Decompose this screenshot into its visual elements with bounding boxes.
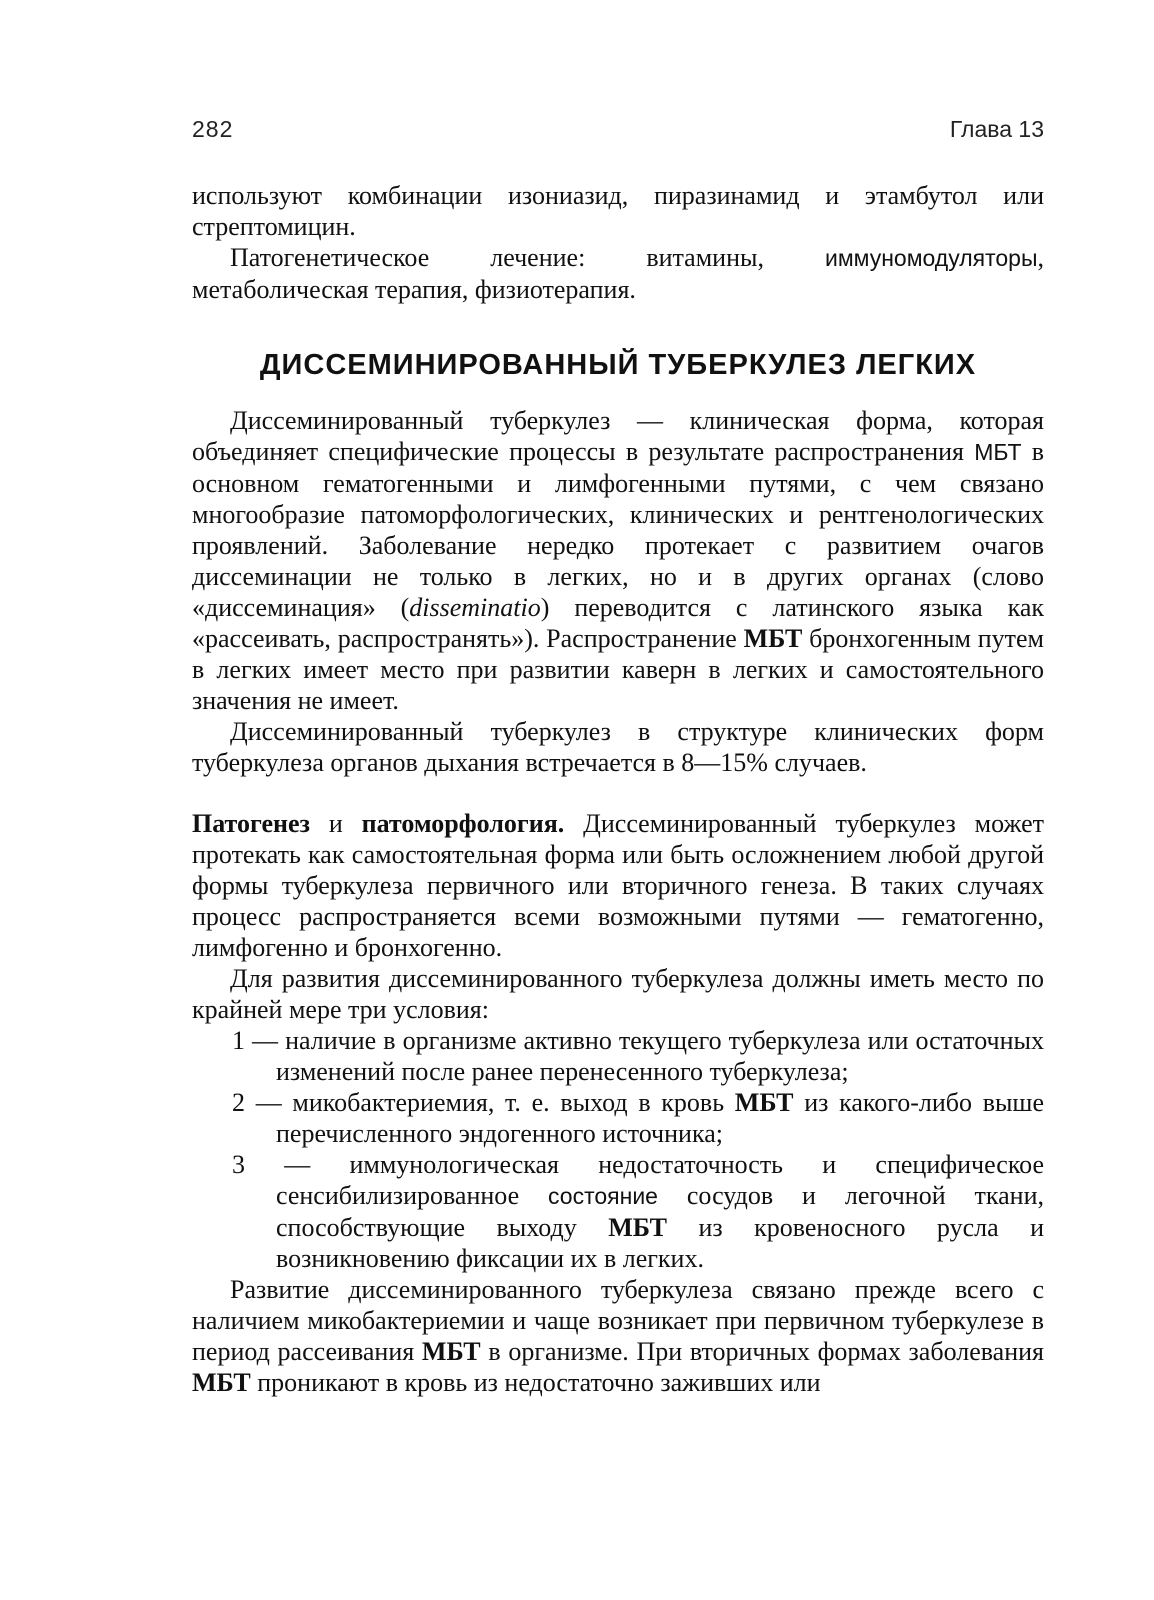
- pathogenesis-paragraph-2: Для развития диссеминированного туберкулеза должны иметь место по крайней мере три условия:: [192, 964, 1044, 1024]
- text-run: 2 — микобактериемия, т. е. выход в кровь: [232, 1088, 735, 1117]
- conditions-list: [192, 1025, 1044, 1274]
- term-immunomodulators: иммуномодуляторы: [824, 245, 1038, 271]
- term-state: состояние: [548, 1183, 658, 1209]
- running-head: [192, 116, 1044, 146]
- intro-paragraph-2: [192, 242, 1044, 305]
- text-run: и: [309, 809, 362, 838]
- text-run: 1 — наличие в организме активно текущего туберкулеза или остаточных изменений после ранее перенесенного туберкулеза;: [232, 1026, 1044, 1086]
- run-in-heading: патоморфология.: [361, 809, 565, 838]
- text-run: бронхогенным путем в легких имеет место при развитии каверн в легких и самостоятельного значения не имеет.: [192, 624, 1044, 715]
- text-run: из кровеносного русла и возникновению фиксации их в легких.: [276, 1213, 1045, 1273]
- term-mbt: МБТ: [192, 1368, 251, 1397]
- condition-item: [192, 1025, 1044, 1087]
- page-number: 282: [192, 116, 234, 142]
- text-run: Диссеминированный туберкулез может протекать как самостоятельная форма или быть осложнением любой другой формы туберкулеза первичного или вторичного генеза. В таких случаях процесс распространяется всеми возможными путями — гематогенно, лимфогенно и бронхогенно.: [192, 809, 1044, 962]
- term-latin: disseminatio: [409, 593, 541, 622]
- text-run: проникают в кровь из недостаточно заживших или: [250, 1368, 821, 1397]
- section-title: ДИССЕМИНИРОВАННЫЙ ТУБЕРКУЛЕЗ ЛЕГКИХ: [259, 349, 977, 381]
- text-run: сосудов и легочной ткани, способствующие выходу: [276, 1181, 1044, 1242]
- pathogenesis-paragraph-3: [192, 1274, 1044, 1398]
- pathogenesis-paragraph-1: [192, 808, 1044, 963]
- term-mbt: МБТ: [734, 1088, 794, 1117]
- term-mbt: МБТ: [421, 1337, 481, 1366]
- text-run: , метаболическая терапия, физиотерапия.: [192, 243, 1044, 304]
- run-in-heading: Патогенез: [192, 809, 310, 838]
- term-mbt: МБТ: [608, 1213, 667, 1242]
- text-run: Диссеминированный туберкулез — клиническая форма, которая объединяет специфические процессы в результате распространения: [192, 406, 1044, 466]
- section-paragraph-2: Диссеминированный туберкулез в структуре клинических форм туберкулеза органов дыхания встречается в 8—15% случаев.: [192, 717, 1044, 777]
- condition-item: [192, 1149, 1044, 1274]
- intro-paragraph-1: используют комбинации изониазид, пиразинамид и этамбутол или стрептомицин.: [192, 181, 1044, 241]
- chapter-label: Глава 13: [949, 116, 1044, 142]
- text-run: Патогенетическое лечение: витамины,: [230, 243, 825, 272]
- text-run: Развитие диссеминированного туберкулеза связано прежде всего с наличием микобактериемии и чаще возникает при первичном туберкулезе в период рассеивания: [192, 1275, 1044, 1366]
- text-run: из какого-либо выше перечисленного эндогенного источника;: [276, 1088, 1044, 1148]
- section-paragraph-1: [192, 405, 1044, 716]
- condition-item: [192, 1087, 1044, 1149]
- body-text: [192, 180, 1044, 1398]
- text-run: в основном гематогенными и лимфогенными путями, с чем связано многообразие патоморфологических, клинических и рентгенологических проявлений. Заболевание нередко протекает с развитием очагов диссеминации не только в легких, но и в других органах (слово «диссеминация» (: [192, 437, 1045, 622]
- text-run: в организме. При вторичных формах заболевания: [480, 1337, 1045, 1366]
- spacer: [192, 778, 1044, 808]
- text-run: 3 — иммунологическая недостаточность и специфическое сенсибилизированное: [232, 1150, 1044, 1210]
- text-run: ) переводится с латинского языка как «рассеивать, распространять»). Распространение: [192, 593, 1044, 653]
- term-mbt: МБТ: [743, 624, 803, 653]
- term-mbt: МБТ: [974, 439, 1022, 465]
